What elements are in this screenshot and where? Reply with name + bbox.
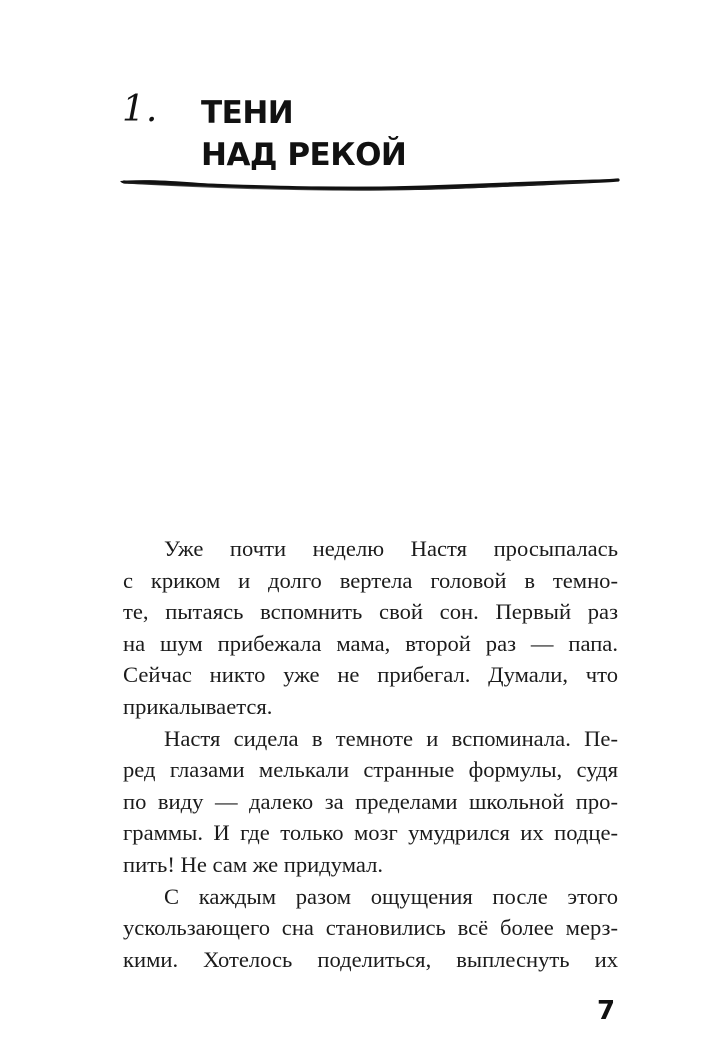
chapter-number: 1. [122, 89, 159, 130]
text-line: Уже почти неделю Настя просыпалась [164, 536, 618, 561]
chapter-title [201, 92, 406, 176]
text-line: по виду — далеко за пределами школьной про- [123, 788, 618, 814]
text-line: пить! Не сам же придумал. [123, 851, 384, 877]
paragraph-2 [123, 723, 618, 881]
text-line: кими. Хотелось поделиться, выплеснуть их [123, 946, 618, 972]
paragraph-1 [123, 533, 618, 723]
brush-stroke-divider [118, 170, 622, 200]
text-line: Сейчас никто уже не прибегал. Думали, что [123, 662, 618, 688]
text-line: С каждым разом ощущения после этого [164, 883, 618, 909]
text-line: прикалывается. [123, 693, 273, 719]
text-line: ускользающего сна становились всё более мерз- [123, 915, 618, 941]
text-line: с криком и долго вертела головой в темно- [123, 567, 618, 593]
body-text [123, 533, 618, 975]
page-number: 7 [597, 996, 616, 1026]
text-line: Настя сидела в темноте и вспоминала. Пе- [164, 725, 618, 751]
text-line: на шум прибежала мама, второй раз — папа. [123, 630, 618, 656]
chapter-title-line-1: ТЕНИ [201, 95, 294, 131]
text-line: ред глазами мелькали странные формулы, судя [123, 757, 618, 783]
text-line: граммы. И где только мозг умудрился их подце- [123, 820, 618, 846]
chapter-title-line-2: НАД РЕКОЙ [201, 137, 407, 173]
text-line: те, пытаясь вспомнить свой сон. Первый раз [123, 599, 618, 625]
paragraph-3 [123, 881, 618, 976]
